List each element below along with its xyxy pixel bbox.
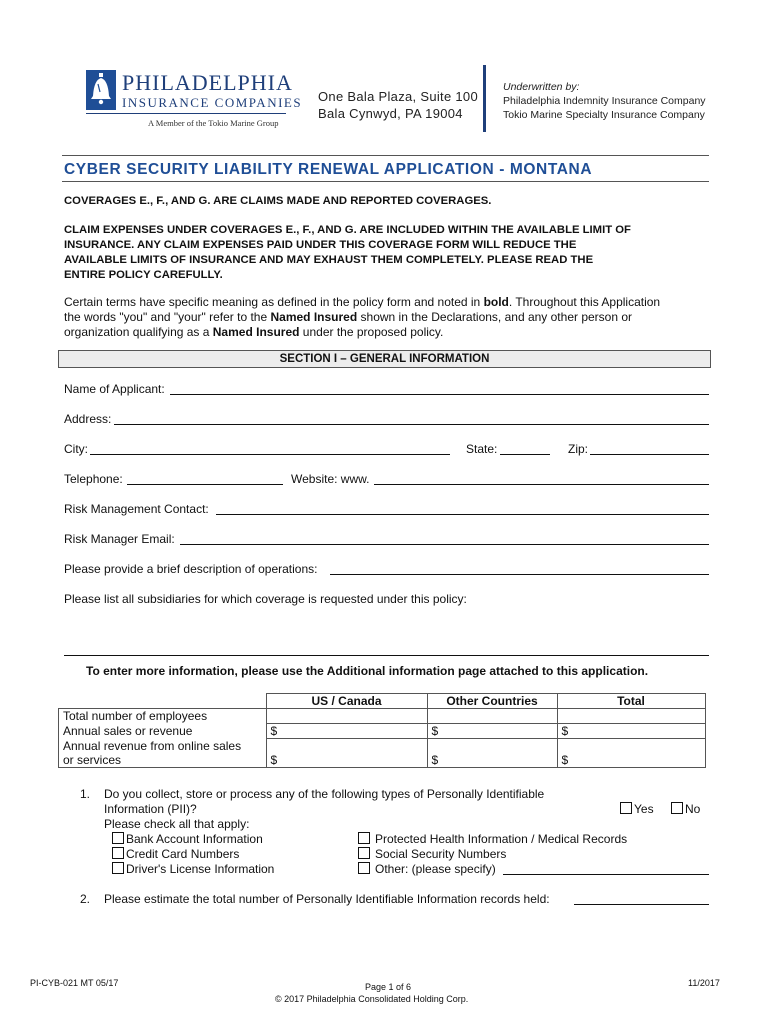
underwriter-2: Tokio Marine Specialty Insurance Company: [503, 109, 705, 121]
table-header-blank: [59, 694, 267, 709]
claim-expenses-notice: [64, 223, 631, 283]
operations-label: Please provide a brief description of operations:: [64, 562, 318, 576]
option-label: Credit Card Numbers: [126, 847, 240, 861]
table-cell[interactable]: $: [266, 724, 427, 739]
row-label: Total number of employees: [59, 709, 267, 724]
option-label: Bank Account Information: [126, 832, 263, 846]
underwritten-label: Underwritten by:: [503, 81, 580, 93]
table-header: Total: [557, 694, 705, 709]
option-label: Other: (please specify): [375, 862, 496, 876]
checkbox[interactable]: [358, 847, 370, 859]
table-header: US / Canada: [266, 694, 427, 709]
terms-text: shown in the Declarations, and any other person or: [357, 310, 633, 324]
no-checkbox[interactable]: [671, 802, 683, 814]
address-field[interactable]: [114, 424, 709, 425]
risk-email-label: Risk Manager Email:: [64, 532, 175, 546]
records-held-field[interactable]: [574, 904, 709, 905]
address-line-1: One Bala Plaza, Suite 100: [318, 89, 478, 104]
city-label: City:: [64, 442, 88, 456]
q1-text-line2: Information (PII)?: [104, 802, 197, 816]
option-credit-card[interactable]: [112, 847, 239, 861]
yes-checkbox[interactable]: [620, 802, 632, 814]
notice-line: INSURANCE. ANY CLAIM EXPENSES PAID UNDER THIS COVERAGE FORM WILL REDUCE THE: [64, 239, 577, 251]
state-label: State:: [466, 442, 498, 456]
company-address: [318, 88, 478, 122]
notice-line: ENTIRE POLICY CAREFULLY.: [64, 269, 223, 281]
terms-paragraph: [64, 295, 660, 340]
table-row: [59, 709, 706, 724]
underwriter-1: Philadelphia Indemnity Insurance Company: [503, 95, 706, 107]
option-other[interactable]: [358, 862, 496, 876]
section-1-header: SECTION I – GENERAL INFORMATION: [58, 350, 711, 368]
table-cell[interactable]: $: [557, 753, 705, 768]
checkbox[interactable]: [112, 847, 124, 859]
applicant-label: Name of Applicant:: [64, 382, 165, 396]
table-cell[interactable]: $: [427, 753, 557, 768]
claims-notice: COVERAGES E., F., AND G. ARE CLAIMS MADE AND REPORTED COVERAGES.: [64, 195, 492, 207]
telephone-field[interactable]: [127, 484, 283, 485]
table-row: [59, 724, 706, 739]
logo-divider: [86, 113, 286, 114]
footer-date: 11/2017: [688, 978, 720, 988]
row-label: Annual sales or revenue: [59, 724, 267, 739]
website-label: Website: www.: [291, 472, 370, 486]
checkbox[interactable]: [358, 832, 370, 844]
applicant-field[interactable]: [170, 394, 709, 395]
table-cell[interactable]: [427, 739, 557, 754]
notice-line: AVAILABLE LIMITS OF INSURANCE AND MAY EXHAUST THEM COMPLETELY. PLEASE READ THE: [64, 254, 594, 266]
terms-bold: Named Insured: [212, 325, 300, 339]
zip-field[interactable]: [590, 454, 709, 455]
terms-bold: bold: [483, 295, 509, 309]
option-drivers-license[interactable]: [112, 862, 274, 876]
form-id: PI-CYB-021 MT 05/17: [30, 978, 119, 988]
liberty-bell-icon: [86, 70, 116, 110]
table-cell[interactable]: [266, 739, 427, 754]
title-rule-bottom: [62, 181, 709, 182]
row-label: Annual revenue from online sales: [59, 739, 267, 754]
terms-text: under the proposed policy.: [299, 325, 444, 339]
subsidiaries-label: Please list all subsidiaries for which coverage is requested under this policy:: [64, 592, 467, 606]
terms-text: the words "you" and "your" refer to the: [64, 310, 271, 324]
other-specify-field[interactable]: [503, 874, 709, 875]
zip-label: Zip:: [568, 442, 589, 456]
table-row: [59, 753, 706, 768]
table-cell[interactable]: [427, 709, 557, 724]
more-info-note: To enter more information, please use the Additional information page attached to this application.: [86, 664, 649, 678]
check-all-label: Please check all that apply:: [104, 817, 250, 831]
address-line-2: Bala Cynwyd, PA 19004: [318, 106, 463, 121]
yes-label: Yes: [634, 802, 654, 816]
terms-text: organization qualifying as a: [64, 325, 213, 339]
address-label: Address:: [64, 412, 112, 426]
option-bank-account[interactable]: [112, 832, 263, 846]
terms-text: . Throughout this Application: [508, 295, 661, 309]
checkbox[interactable]: [112, 832, 124, 844]
company-logo: [86, 70, 116, 110]
table-cell[interactable]: [266, 709, 427, 724]
no-label: No: [685, 802, 701, 816]
table-header-row: [59, 694, 706, 709]
risk-contact-label: Risk Management Contact:: [64, 502, 209, 516]
website-field[interactable]: [374, 484, 709, 485]
option-label: Social Security Numbers: [375, 847, 507, 861]
member-line: A Member of the Tokio Marine Group: [148, 118, 279, 128]
q2-text: Please estimate the total number of Personally Identifiable Information records held:: [104, 892, 550, 906]
option-ssn[interactable]: [358, 847, 506, 861]
checkbox[interactable]: [112, 862, 124, 874]
table-cell[interactable]: [557, 739, 705, 754]
risk-contact-field[interactable]: [216, 514, 709, 515]
company-subtitle: INSURANCE COMPANIES: [122, 95, 303, 110]
header-divider: [483, 65, 486, 132]
q2-number: 2.: [80, 892, 91, 906]
table-cell[interactable]: $: [427, 724, 557, 739]
notice-line: CLAIM EXPENSES UNDER COVERAGES E., F., AND G. ARE INCLUDED WITHIN THE AVAILABLE LIMIT OF: [64, 224, 631, 236]
table-cell[interactable]: $: [557, 724, 705, 739]
title-rule-top: [62, 155, 709, 156]
telephone-label: Telephone:: [64, 472, 123, 486]
q1-yes-option[interactable]: [620, 802, 654, 816]
terms-bold: Named Insured: [270, 310, 358, 324]
page-title: CYBER SECURITY LIABILITY RENEWAL APPLICATION - MONTANA: [64, 161, 593, 178]
company-name: PHILADELPHIA: [122, 70, 293, 95]
row-label: or services: [59, 753, 267, 768]
table-cell[interactable]: [557, 709, 705, 724]
option-label: Driver's License Information: [126, 862, 275, 876]
checkbox[interactable]: [358, 862, 370, 874]
table-row: [59, 739, 706, 754]
subsidiaries-field[interactable]: [64, 655, 709, 656]
copyright: © 2017 Philadelphia Consolidated Holding Corp.: [275, 994, 469, 1004]
state-field[interactable]: [500, 454, 550, 455]
revenue-table: [58, 693, 706, 768]
table-header: Other Countries: [427, 694, 557, 709]
option-label: Protected Health Information / Medical Records: [375, 832, 628, 846]
terms-text: Certain terms have specific meaning as defined in the policy form and noted in: [64, 295, 484, 309]
table-cell[interactable]: $: [266, 753, 427, 768]
operations-field[interactable]: [330, 574, 709, 575]
q1-text-line1: Do you collect, store or process any of the following types of Personally Identifiable: [104, 787, 545, 801]
city-field[interactable]: [90, 454, 450, 455]
underwriters: [503, 80, 706, 122]
page-number: Page 1 of 6: [365, 982, 412, 992]
q1-number: 1.: [80, 787, 91, 801]
risk-email-field[interactable]: [180, 544, 709, 545]
option-health-info[interactable]: [358, 832, 627, 846]
q1-no-option[interactable]: [671, 802, 700, 816]
